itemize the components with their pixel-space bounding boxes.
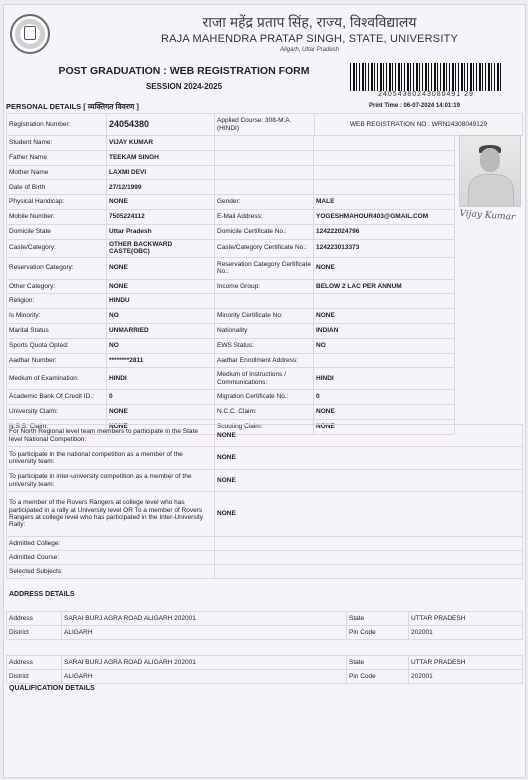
participation-value: NONE [215,492,523,537]
registration-row [6,113,523,136]
student-signature [458,209,521,235]
field-label: Scouting Claim: [215,419,314,434]
field-label: Medium of Instructions / Communications: [215,368,314,390]
table-row [7,150,455,165]
field-label: Mobile Number: [7,209,107,224]
section-title-personal: PERSONAL DETAILS [ व्यक्तिगत विवरण ] [6,102,139,111]
field-label: Mother Name [7,165,107,180]
field-value: NONE [107,257,215,279]
field-label [215,150,314,165]
field-value: ********2811 [107,353,215,368]
field-label: University Claim: [7,405,107,420]
field-value [314,294,455,309]
address-row [7,626,523,640]
field-label: Date of Birth [7,180,107,195]
field-label [215,294,314,309]
table-row [7,565,523,579]
field-value: HINDI [107,368,215,390]
field-value: NONE [314,309,455,324]
field-value: 124223013373 [314,239,455,257]
admitted-label: Admitted College: [7,537,215,551]
personal-details-header [4,101,525,113]
field-label: Physical Handicap: [7,195,107,210]
field-value: 0 [314,390,455,405]
field-value: HINDI [314,368,455,390]
field-label [215,165,314,180]
address-pin: 202001 [409,670,523,684]
address-district: ALIGARH [62,670,347,684]
field-label: Nationality [215,323,314,338]
table-row [7,165,455,180]
table-row [7,537,523,551]
field-label: Caste/Category: [7,239,107,257]
field-label: Other Category: [7,279,107,294]
participation-label: To participate in inter-university competition as a member of the university team: [7,470,215,492]
field-label: Father Name [7,150,107,165]
university-name-hindi: राजा महेंद्र प्रताप सिंह, राज्य, विश्वविद्यालय [202,14,417,30]
student-photo [459,135,521,207]
field-value: NO [314,338,455,353]
field-value: Uttar Pradesh [107,224,215,239]
table-row [7,447,523,470]
field-value [314,150,455,165]
table-row [7,390,455,405]
barcode [350,63,502,91]
field-value: NONE [314,405,455,420]
address-address: SARAI BURJ AGRA ROAD ALIGARH 202001 [62,612,347,626]
table-row [7,257,455,279]
address-spacer [7,640,523,656]
field-value: NONE [107,419,215,434]
address-row [7,656,523,670]
table-row [7,323,455,338]
table-row [7,136,455,151]
field-value: 7505224112 [107,209,215,224]
admitted-label: Selected Subjects: [7,565,215,579]
field-value: UNMARRIED [107,323,215,338]
table-row [7,195,455,210]
field-value: NONE [107,195,215,210]
section-title-address: ADDRESS DETAILS [9,591,75,598]
field-label: Student Name: [7,136,107,151]
registration-number-value: 24054380 [107,114,215,136]
field-value: 124222024796 [314,224,455,239]
form-title: POST GRADUATION : WEB REGISTRATION FORM [58,65,310,77]
field-label: Caste/Category Certificate No.: [215,239,314,257]
field-label: Domicile State [7,224,107,239]
registration-form-page [3,4,526,778]
participation-label: For North Regional level team members to participate in the State level National Competition: [7,425,215,447]
barcode-number: 24054380243080491 29 [378,91,474,98]
table-row [7,405,455,420]
address-address-label: Address [7,656,62,670]
table-row [7,309,455,324]
field-label: Gender: [215,195,314,210]
participation-table [6,424,523,579]
field-label: Is Minority: [7,309,107,324]
address-district: ALIGARH [62,626,347,640]
address-district-label: District [7,626,62,640]
table-row [7,239,455,257]
field-label [215,136,314,151]
field-label: Aadhar Number: [7,353,107,368]
address-address-label: Address [7,612,62,626]
section-title-qualification: QUALIFICATION DETAILS [9,685,95,692]
field-label: Medium of Examination: [7,368,107,390]
participation-value: NONE [215,425,523,447]
field-value: YOGESHMAHOUR403@GMAIL.COM [314,209,455,224]
web-registration-number: WEB REGISTRATION NO : WRN24308049129 [315,114,523,136]
field-value: NONE [314,419,455,434]
field-value [314,165,455,180]
field-value: OTHER BACKWARD CASTE(OBC) [107,239,215,257]
field-label: Marital Status [7,323,107,338]
field-value [314,136,455,151]
field-value: LAXMI DEVI [107,165,215,180]
participation-label: To a member of the Rovers Rangers at college level who has participated in a rally at University level OR To a member of Rovers Rangers at college level who has participated in the Inter-University Rally: [7,492,215,537]
table-row [7,180,455,195]
session-label: SESSION 2024-2025 [145,82,223,91]
address-district-label: District [7,670,62,684]
table-row [7,551,523,565]
registration-number-label: Registration Number: [7,114,107,136]
print-time: Print Time : 06-07-2024 14:01:19 [369,103,460,109]
admitted-value [215,551,523,565]
table-row [7,209,455,224]
table-row [7,353,455,368]
field-label: Minority Certificate No: [215,309,314,324]
table-row [7,294,455,309]
participation-value: NONE [215,447,523,470]
field-value: NO [107,309,215,324]
field-label: Reservation Category Certificate No.: [215,257,314,279]
field-value: INDIAN [314,323,455,338]
field-value: NONE [107,279,215,294]
field-value: TEEKAM SINGH [107,150,215,165]
field-label: Sports Quota Opted: [7,338,107,353]
university-name-english: RAJA MAHENDRA PRATAP SINGH, STATE, UNIVERSITY [160,33,459,45]
table-row [7,224,455,239]
field-label: Academic Bank Of Credit ID.: [7,390,107,405]
address-pin-label: Pin Code [347,670,409,684]
address-state-label: State [347,612,409,626]
address-state: UTTAR PRADESH [409,612,523,626]
form-header [4,5,525,60]
table-row [7,492,523,537]
field-label: E-Mail Address: [215,209,314,224]
admitted-value [215,537,523,551]
address-pin-label: Pin Code [347,626,409,640]
field-label: N.C.C. Claim: [215,405,314,420]
admitted-label: Admitted Course: [7,551,215,565]
field-value: 27/12/1999 [107,180,215,195]
field-label: Reservation Category: [7,257,107,279]
field-label: Domicile Certificate No.: [215,224,314,239]
address-pin: 202001 [409,626,523,640]
field-value: 0 [107,390,215,405]
admitted-value [215,565,523,579]
address-row [7,670,523,684]
field-value: HINDU [107,294,215,309]
address-state: UTTAR PRADESH [409,656,523,670]
table-row [7,338,455,353]
university-location: Aligarh, Uttar Pradesh [279,47,340,53]
applied-course: Applied Course: 308-M.A. (HINDI) [215,114,315,136]
field-label: Aadhar Enrollment Address: [215,353,314,368]
field-value [314,180,455,195]
address-address: SARAI BURJ AGRA ROAD ALIGARH 202001 [62,656,347,670]
field-value: VIJAY KUMAR [107,136,215,151]
field-value: NONE [107,405,215,420]
field-value [314,353,455,368]
address-row [7,612,523,626]
address-state-label: State [347,656,409,670]
field-value: NONE [314,257,455,279]
table-row [7,425,523,447]
table-row [7,368,455,390]
field-label: Migration Certificate No.: [215,390,314,405]
personal-details-table [6,135,455,435]
table-row [7,470,523,492]
signature-text: Vijay Kumar [459,208,516,223]
address-table [6,611,523,684]
participation-value: NONE [215,470,523,492]
field-value: NO [107,338,215,353]
field-label: Income Group: [215,279,314,294]
field-value: BELOW 2 LAC PER ANNUM [314,279,455,294]
field-value: MALE [314,195,455,210]
field-label: EWS Status: [215,338,314,353]
table-row [7,279,455,294]
field-label [215,180,314,195]
participation-label: To participate in the national competition as a member of the university team: [7,447,215,470]
field-label: N.S.S. Claim: [7,419,107,434]
field-label: Religion: [7,294,107,309]
